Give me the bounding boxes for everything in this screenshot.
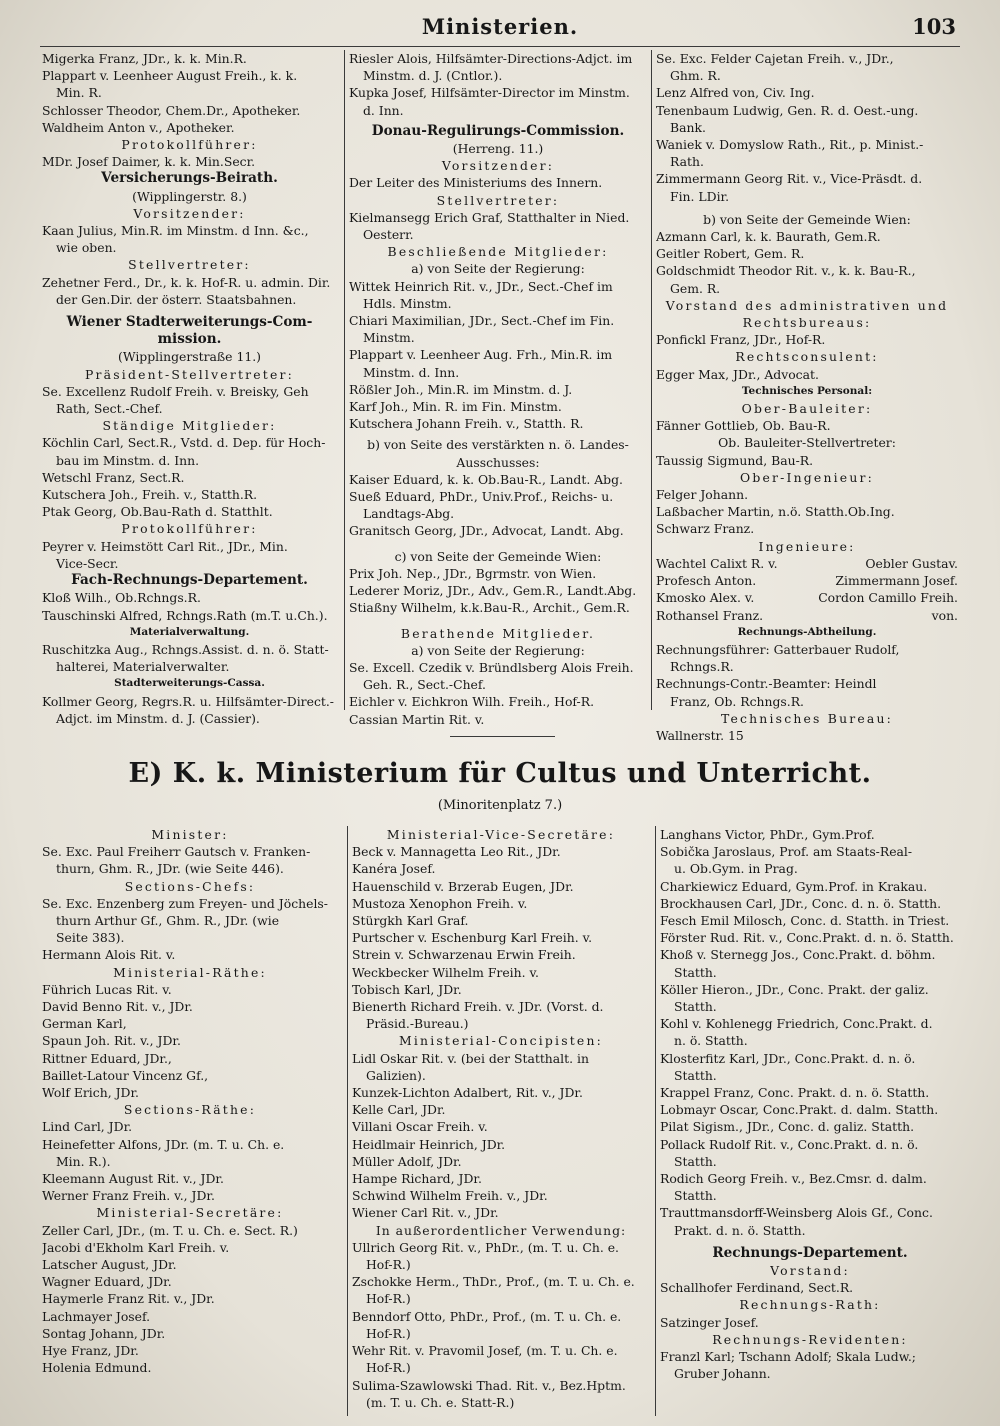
list-item: Sontag Johann, JDr. xyxy=(42,1325,166,1341)
list-item: Laßbacher Martin, n.ö. Statth.Ob.Ing. xyxy=(656,504,895,520)
rechts-heading: Rechtsconsulent: xyxy=(735,349,879,365)
list-item: Kaiser Eduard, k. k. Ob.Bau-R., Landt. Abg. xyxy=(349,471,623,487)
berath-heading: Berathende Mitglieder. xyxy=(400,625,596,641)
list-item: Statth. xyxy=(674,999,717,1015)
list-item: Rodich Georg Freih. v., Bez.Cmsr. d. dalm. xyxy=(660,1171,927,1187)
gemeinde-heading: b) von Seite der Gemeinde Wien: xyxy=(703,211,911,227)
list-item: Goldschmidt Theodor Rit. v., k. k. Bau-R., xyxy=(656,263,916,279)
list-item: Plappart v. Leenheer August Freih., k. k. xyxy=(42,68,298,84)
techn-heading: Technisches Personal: xyxy=(741,384,873,397)
list-item: German Karl, xyxy=(42,1016,127,1032)
list-item: Waldheim Anton v., Apotheker. xyxy=(42,119,235,135)
top-column-3 xyxy=(656,50,958,744)
list-item: Ullrich Georg Rit. v., PhDr., (m. T. u. Ch. e. xyxy=(352,1239,619,1255)
list-item: Chiari Maximilian, JDr., Sect.-Chef im Fin. xyxy=(349,313,615,329)
list-item: Hof-R.) xyxy=(366,1257,411,1273)
vorstand-heading: Vorstand: xyxy=(770,1263,850,1279)
bottom-column-1 xyxy=(42,826,338,1377)
vice-heading: Ministerial-Vice-Secretäre: xyxy=(386,827,616,842)
list-item: Rittner Eduard, JDr., xyxy=(42,1050,172,1066)
revid-heading: Rechnungs-Revidenten: xyxy=(712,1331,908,1347)
minister-heading: Minister: xyxy=(151,827,229,842)
list-item: Krappel Franz, Conc. Prakt. d. n. ö. Statth. xyxy=(660,1085,930,1101)
list-item: Statth. xyxy=(674,964,717,980)
list-item xyxy=(656,607,958,624)
list-item: Adjct. im Minstm. d. J. (Cassier). xyxy=(56,710,260,726)
list-item: Trauttmansdorff-Weinsberg Alois Gf., Conc. xyxy=(660,1205,933,1221)
list-item: d. Inn. xyxy=(363,102,404,118)
staendig-heading: Ständige Mitglieder: xyxy=(102,418,277,434)
list-item: Kollmer Georg, Regrs.R. u. Hilfsämter-Direct.- xyxy=(42,693,334,709)
list-item: Der Leiter des Ministeriums des Innern. xyxy=(349,175,603,191)
list-item: Egger Max, JDr., Advocat. xyxy=(656,366,819,382)
list-item: Lobmayr Oscar, Conc.Prakt. d. dalm. Statth. xyxy=(660,1102,939,1118)
list-item: Heinefetter Alfons, JDr. (m. T. u. Ch. e. xyxy=(42,1136,285,1152)
list-item: Hof-R.) xyxy=(366,1325,411,1341)
a-heading: a) von Seite der Regierung: xyxy=(411,261,585,277)
list-item: Kleemann August Rit. v., JDr. xyxy=(42,1171,224,1187)
oberbau-heading: Ober-Bauleiter: xyxy=(741,401,873,417)
abt-heading: Rechnungs-Abtheilung. xyxy=(737,625,877,638)
list-item: Stürgkh Karl Graf. xyxy=(352,913,469,929)
list-item: Kohl v. Kohlenegg Friedrich, Conc.Prakt. d. xyxy=(660,1016,933,1032)
list-item-right: von. xyxy=(931,607,958,623)
list-item: Holenia Edmund. xyxy=(42,1360,152,1376)
list-item: Cassian Martin Rit. v. xyxy=(349,711,485,727)
bottom-column-3 xyxy=(660,826,960,1383)
list-item: Prix Joh. Nep., JDr., Bgrmstr. von Wien. xyxy=(349,565,597,581)
techbur-heading: Technisches Bureau: xyxy=(720,710,894,726)
list-item: Weckbecker Wilhelm Freih. v. xyxy=(352,964,539,980)
list-item: Fänner Gottlieb, Ob. Bau-R. xyxy=(656,418,831,434)
list-item: Statth. xyxy=(674,1188,717,1204)
list-item: Statth. xyxy=(674,1067,717,1083)
list-item: Azmann Carl, k. k. Baurath, Gem.R. xyxy=(656,229,881,245)
list-item: MDr. Josef Daimer, k. k. Min.Secr. xyxy=(42,154,256,170)
ing-heading: Ingenieure: xyxy=(758,538,856,554)
list-item: Tenenbaum Ludwig, Gen. R. d. Oest.-ung. xyxy=(656,102,919,118)
list-item: Schwind Wilhelm Freih. v., JDr. xyxy=(352,1188,548,1204)
list-item: Hampe Richard, JDr. xyxy=(352,1171,482,1187)
column-rule-top-left xyxy=(344,50,345,710)
list-item: Tobisch Karl, JDr. xyxy=(352,981,462,997)
list-item: Rößler Joh., Min.R. im Minstm. d. J. xyxy=(349,381,573,397)
list-item: Sueß Eduard, PhDr., Univ.Prof., Reichs- u. xyxy=(349,489,614,505)
list-item: Taussig Sigmund, Bau-R. xyxy=(656,452,814,468)
list-item: Peyrer v. Heimstött Carl Rit., JDr., Min. xyxy=(42,538,288,554)
list-item: Tauschinski Alfred, Rchngs.Rath (m.T. u.Ch.). xyxy=(42,607,328,623)
list-item: Müller Adolf, JDr. xyxy=(352,1153,462,1169)
list-item: Pollack Rudolf Rit. v., Conc.Prakt. d. n. ö. xyxy=(660,1136,919,1152)
berath-a-heading: a) von Seite der Regierung: xyxy=(411,642,585,658)
beschl-heading: Beschließende Mitglieder: xyxy=(387,244,609,260)
list-item-left: Rothansel Franz. xyxy=(656,607,764,623)
ausser-heading: In außerordentlicher Verwendung: xyxy=(375,1222,627,1238)
bottom-column-2 xyxy=(352,826,650,1411)
list-item: Hof-R.) xyxy=(366,1291,411,1307)
sect-raethe-heading: Sections-Räthe: xyxy=(123,1102,257,1118)
beirath-title: Versicherungs-Beirath. xyxy=(101,170,278,187)
list-item: Franz, Ob. Rchngs.R. xyxy=(670,693,804,709)
list-item: Kutschera Joh., Freih. v., Statth.R. xyxy=(42,487,258,503)
list-item: Se. Exc. Felder Cajetan Freih. v., JDr., xyxy=(656,51,894,66)
list-item: Oesterr. xyxy=(363,227,414,243)
list-item: Lind Carl, JDr. xyxy=(42,1119,133,1135)
page-header-title: Ministerien. xyxy=(421,14,579,39)
page-number: 103 xyxy=(912,14,956,39)
list-item: Seite 383). xyxy=(56,930,125,946)
list-item: Beck v. Mannagetta Leo Rit., JDr. xyxy=(352,844,561,860)
top-column-1 xyxy=(42,50,337,727)
list-item-left: Wachtel Calixt R. v. xyxy=(656,555,778,571)
list-item: Se. Excellenz Rudolf Freih. v. Breisky, Geh xyxy=(42,383,309,399)
list-item: Rath, Sect.-Chef. xyxy=(56,401,163,417)
list-item: Hermann Alois Rit. v. xyxy=(42,947,176,963)
list-item: Khoß v. Sternegg Jos., Conc.Prakt. d. böhm. xyxy=(660,947,936,963)
list-item: Vice-Secr. xyxy=(56,555,119,571)
material-heading: Materialverwaltung. xyxy=(129,625,250,638)
stadterw-title: Wiener Stadterweiterungs-Com- xyxy=(66,314,313,331)
list-item: u. Ob.Gym. in Prag. xyxy=(674,861,798,877)
vorsitz-heading: Vorsitzender: xyxy=(441,158,555,174)
list-item: Gruber Johann. xyxy=(674,1366,771,1382)
list-item-right: Cordon Camillo Freih. xyxy=(818,590,958,606)
list-item: Rechnungs-Contr.-Beamter: Heindl xyxy=(656,676,877,692)
list-item: Strein v. Schwarzenau Erwin Freih. xyxy=(352,947,576,963)
list-item: Charkiewicz Eduard, Gym.Prof. in Krakau. xyxy=(660,878,928,894)
list-item: bau im Minstm. d. Inn. xyxy=(56,452,200,468)
list-item: Se. Exc. Paul Freiherr Gautsch v. Franken- xyxy=(42,844,311,860)
list-item: Lederer Moriz, JDr., Adv., Gem.R., Landt.Abg. xyxy=(349,583,637,599)
stadterw-title-2: mission. xyxy=(157,331,222,348)
list-item: Min. R.). xyxy=(56,1153,111,1169)
section-title: E) K. k. Ministerium für Cultus und Unterricht. xyxy=(128,758,872,789)
list-item: Hye Franz, JDr. xyxy=(42,1343,139,1359)
list-item: Karf Joh., Min. R. im Fin. Minstm. xyxy=(349,399,562,415)
list-item: Min. R. xyxy=(56,85,102,101)
list-item: Förster Rud. Rit. v., Conc.Prakt. d. n. ö. Statth. xyxy=(660,930,954,946)
list-item: Kielmansegg Erich Graf, Statthalter in Nied. xyxy=(349,209,630,225)
list-item: Riesler Alois, Hilfsämter-Directions-Adjct. im xyxy=(349,51,633,66)
vorstand-heading: Vorstand des administrativen und xyxy=(665,297,949,313)
list-item: Zschokke Herm., ThDr., Prof., (m. T. u. Ch. e. xyxy=(352,1274,635,1290)
list-item xyxy=(656,589,958,606)
vorstand-heading-2: Rechtsbureaus: xyxy=(742,315,872,331)
list-item: Lidl Oskar Rit. v. (bei der Statthalt. in xyxy=(352,1050,589,1066)
list-item: Satzinger Josef. xyxy=(660,1314,759,1330)
list-item: Schallhofer Ferdinand, Sect.R. xyxy=(660,1280,854,1296)
list-item: Zimmermann Georg Rit. v., Vice-Präsdt. d. xyxy=(656,171,923,187)
list-item: Langhans Victor, PhDr., Gym.Prof. xyxy=(660,827,875,842)
list-item: Purtscher v. Eschenburg Karl Freih. v. xyxy=(352,930,593,946)
list-item: Fesch Emil Milosch, Conc. d. Statth. in Triest. xyxy=(660,913,950,929)
list-item: Geh. R., Sect.-Chef. xyxy=(363,677,486,693)
list-item: Haymerle Franz Rit. v., JDr. xyxy=(42,1291,215,1307)
list-item: Lachmayer Josef. xyxy=(42,1308,151,1324)
list-item: Benndorf Otto, PhDr., Prof., (m. T. u. Ch. e. xyxy=(352,1308,622,1324)
list-item: Kutschera Johann Freih. v., Statth. R. xyxy=(349,416,584,432)
list-item: Jacobi d'Ekholm Karl Freih. v. xyxy=(42,1239,230,1255)
list-item: Stiaßny Wilhelm, k.k.Bau-R., Archit., Gem.R. xyxy=(349,600,630,616)
list-item: Pilat Sigism., JDr., Conc. d. galiz. Statth. xyxy=(660,1119,915,1135)
list-item: Minstm. d. J. (Cntlor.). xyxy=(363,68,503,84)
list-item: Wiener Carl Rit. v., JDr. xyxy=(352,1205,499,1221)
stellv-heading: Stellvertreter: xyxy=(436,192,560,208)
list-item: Mustoza Xenophon Freih. v. xyxy=(352,895,528,911)
list-item: Rechnungsführer: Gatterbauer Rudolf, xyxy=(656,641,900,657)
list-item: Waniek v. Domyslow Rath., Rit., p. Minist.- xyxy=(656,137,924,153)
min-raethe-heading: Ministerial-Räthe: xyxy=(113,964,267,980)
list-item: Migerka Franz, JDr., k. k. Min.R. xyxy=(42,51,247,66)
list-item: halterei, Materialverwalter. xyxy=(56,659,230,675)
cassa-heading: Stadterweiterungs-Cassa. xyxy=(114,677,265,690)
list-item: thurn, Ghm. R., JDr. (wie Seite 446). xyxy=(56,861,284,877)
list-item: Eichler v. Eichkron Wilh. Freih., Hof-R. xyxy=(349,694,595,710)
list-item: Wetschl Franz, Sect.R. xyxy=(42,469,185,485)
list-item: Hauenschild v. Brzerab Eugen, JDr. xyxy=(352,878,574,894)
section-address: (Minoritenplatz 7.) xyxy=(437,798,563,813)
list-item: Galizien). xyxy=(366,1067,426,1083)
list-item: Gem. R. xyxy=(670,280,721,296)
header-rule xyxy=(40,46,960,47)
list-item: Bank. xyxy=(670,119,706,135)
list-item: Führich Lucas Rit. v. xyxy=(42,981,172,997)
list-item: Ponfickl Franz, JDr., Hof-R. xyxy=(656,332,826,348)
list-item: Brockhausen Carl, JDr., Conc. d. n. ö. Statth. xyxy=(660,895,942,911)
list-item: Rath. xyxy=(670,154,704,170)
list-item: Rchngs.R. xyxy=(670,659,734,675)
list-item-right: Oebler Gustav. xyxy=(865,555,958,571)
list-item: Ptak Georg, Ob.Bau-Rath d. Statthlt. xyxy=(42,504,273,520)
list-item: Latscher August, JDr. xyxy=(42,1257,177,1273)
rechn-title: Rechnungs-Departement. xyxy=(712,1244,908,1261)
list-item: Felger Johann. xyxy=(656,487,749,503)
column-rule-bottom-left xyxy=(347,826,348,1416)
list-item: Kaan Julius, Min.R. im Minstm. d Inn. &c., xyxy=(42,223,309,239)
stadterw-address: (Wipplingerstraße 11.) xyxy=(117,349,261,365)
list-item: Plappart v. Leenheer Aug. Frh., Min.R. im xyxy=(349,347,613,363)
list-item: Spaun Joh. Rit. v., JDr. xyxy=(42,1033,181,1049)
list-item: Fin. LDir. xyxy=(670,188,730,204)
list-item: Kupka Josef, Hilfsämter-Director im Minstm. xyxy=(349,85,630,101)
list-item: Sobička Jaroslaus, Prof. am Staats-Real- xyxy=(660,844,913,860)
list-item: Heidlmair Heinrich, JDr. xyxy=(352,1136,506,1152)
praes-heading: Präsident-Stellvertreter: xyxy=(84,366,294,382)
list-item: Ruschitzka Aug., Rchngs.Assist. d. n. ö. Statt- xyxy=(42,641,329,657)
list-item: (m. T. u. Ch. e. Statt-R.) xyxy=(366,1394,515,1410)
list-item-left: Profesch Anton. xyxy=(656,573,757,589)
list-item: Klosterfitz Karl, JDr., Conc.Prakt. d. n. ö. xyxy=(660,1050,916,1066)
top-column-2 xyxy=(349,50,647,728)
b-heading-2: Ausschusses: xyxy=(456,454,540,470)
list-item: Köchlin Carl, Sect.R., Vstd. d. Dep. für Hoch- xyxy=(42,435,326,451)
list-item: Minstm. xyxy=(363,330,415,346)
list-item xyxy=(656,572,958,589)
list-item: Wallnerstr. 15 xyxy=(656,727,744,743)
list-item: Geitler Robert, Gem. R. xyxy=(656,246,805,262)
obstellv-heading: Ob. Bauleiter-Stellvertreter: xyxy=(718,435,896,451)
list-item-left: Kmosko Alex. v. xyxy=(656,590,755,606)
list-item: Granitsch Georg, JDr., Advocat, Landt. Abg. xyxy=(349,523,624,539)
list-item: Statth. xyxy=(674,1153,717,1169)
list-item: Lenz Alfred von, Civ. Ing. xyxy=(656,85,815,101)
list-item: Franzl Karl; Tschann Adolf; Skala Ludw.; xyxy=(660,1349,916,1365)
rath-heading: Rechnungs-Rath: xyxy=(739,1297,881,1313)
list-item: Hdls. Minstm. xyxy=(363,295,452,311)
conc-heading: Ministerial-Concipisten: xyxy=(398,1033,604,1049)
column-rule-top-right xyxy=(651,50,652,710)
section-separator xyxy=(450,736,555,737)
list-item: Villani Oscar Freih. v. xyxy=(352,1119,488,1135)
list-item: Kunzek-Lichton Adalbert, Rit. v., JDr. xyxy=(352,1085,583,1101)
list-item: Baillet-Latour Vincenz Gf., xyxy=(42,1067,209,1083)
fach-title: Fach-Rechnungs-Departement. xyxy=(71,572,308,589)
stellv-heading: Stellvertreter: xyxy=(128,257,251,273)
list-item xyxy=(656,555,958,572)
list-item: Ghm. R. xyxy=(670,68,721,84)
protokoll-heading: Protokollführer: xyxy=(121,137,258,153)
list-item: Se. Excell. Czedik v. Bründlsberg Alois Freih. xyxy=(349,659,634,675)
list-item: Präsid.-Bureau.) xyxy=(366,1016,469,1032)
list-item: der Gen.Dir. der österr. Staatsbahnen. xyxy=(56,291,297,307)
list-item: Sulima-Szawlowski Thad. Rit. v., Bez.Hptm. xyxy=(352,1377,626,1393)
list-item: Minstm. d. Inn. xyxy=(363,364,460,380)
list-item: Wittek Heinrich Rit. v., JDr., Sect.-Chef im xyxy=(349,278,613,294)
list-item: wie oben. xyxy=(56,240,117,256)
list-item: Wagner Eduard, JDr. xyxy=(42,1274,172,1290)
list-item: David Benno Rit. v., JDr. xyxy=(42,999,193,1015)
list-item: Se. Exc. Enzenberg zum Freyen- und Jöchels- xyxy=(42,895,328,911)
list-item: Zeller Carl, JDr., (m. T. u. Ch. e. Sect. R.) xyxy=(42,1222,298,1238)
c-heading: c) von Seite der Gemeinde Wien: xyxy=(394,548,602,564)
list-item: Wehr Rit. v. Pravomil Josef, (m. T. u. Ch. e. xyxy=(352,1343,618,1359)
donau-address: (Herreng. 11.) xyxy=(452,141,544,157)
list-item: Köller Hieron., JDr., Conc. Prakt. der galiz. xyxy=(660,981,929,997)
list-item: Bienerth Richard Freih. v. JDr. (Vorst. d. xyxy=(352,999,604,1015)
list-item: Schlosser Theodor, Chem.Dr., Apotheker. xyxy=(42,102,301,118)
list-item: Kelle Carl, JDr. xyxy=(352,1102,446,1118)
list-item: Hof-R.) xyxy=(366,1360,411,1376)
vorsitz-heading: Vorsitzender: xyxy=(133,205,246,221)
beirath-address: (Wipplingerstr. 8.) xyxy=(132,188,247,204)
secr-heading: Ministerial-Secretäre: xyxy=(96,1205,284,1221)
protokoll2-heading: Protokollführer: xyxy=(121,521,258,537)
list-item: thurn Arthur Gf., Ghm. R., JDr. (wie xyxy=(56,913,280,929)
obering-heading: Ober-Ingenieur: xyxy=(739,469,875,485)
column-rule-bottom-right xyxy=(655,826,656,1416)
list-item: Wolf Erich, JDr. xyxy=(42,1085,139,1101)
b-heading: b) von Seite des verstärkten n. ö. Landes- xyxy=(367,437,629,453)
list-item: Kloß Wilh., Ob.Rchngs.R. xyxy=(42,590,201,606)
chefs-heading: Sections-Chefs: xyxy=(124,878,256,894)
donau-title: Donau-Regulirungs-Commission. xyxy=(371,122,625,139)
list-item-right: Zimmermann Josef. xyxy=(835,573,958,589)
list-item: Schwarz Franz. xyxy=(656,521,755,537)
list-item: Werner Franz Freih. v., JDr. xyxy=(42,1188,215,1204)
list-item: Prakt. d. n. ö. Statth. xyxy=(674,1222,806,1238)
list-item: n. ö. Statth. xyxy=(674,1033,748,1049)
list-item: Zehetner Ferd., Dr., k. k. Hof-R. u. admin. Dir. xyxy=(42,274,331,290)
list-item: Kanéra Josef. xyxy=(352,861,436,877)
list-item: Landtags-Abg. xyxy=(363,506,455,522)
